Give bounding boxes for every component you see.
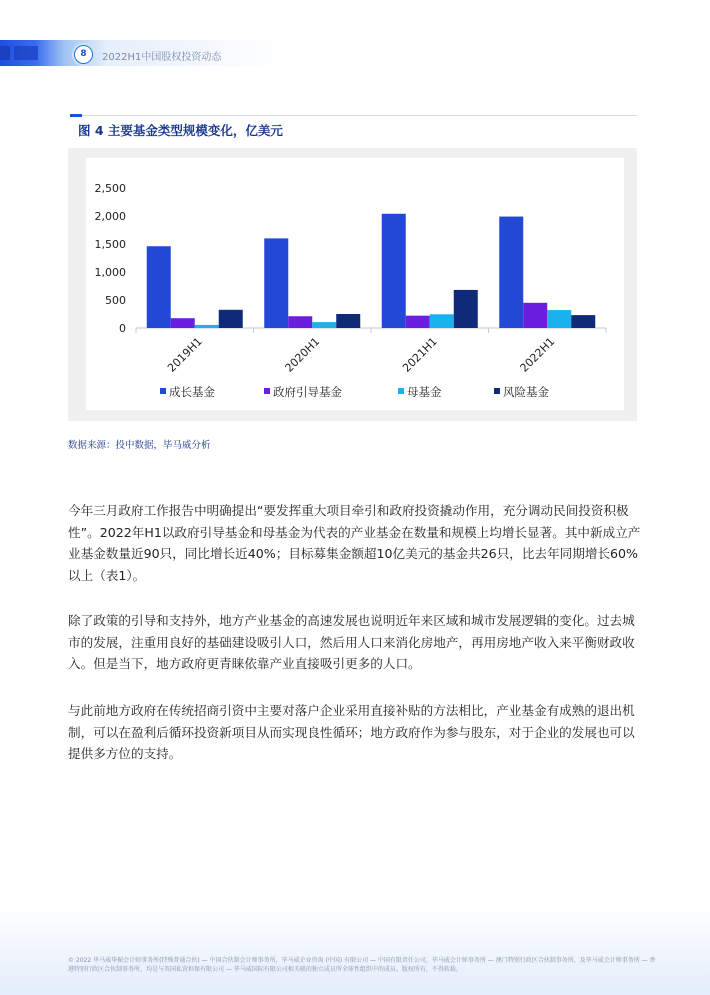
bar <box>195 325 219 328</box>
x-tick-label: 2020H1 <box>282 334 323 375</box>
bar <box>336 314 360 328</box>
bar <box>382 214 406 328</box>
legend-label: 成长基金 <box>169 385 215 399</box>
legend-label: 母基金 <box>407 385 442 399</box>
footer-copyright: © 2022 毕马威华振会计师事务所(特殊普通合伙) — 中国合伙制会计师事务所，毕马威企业咨询 (中国) 有限公司 — 中国有限责任公司，毕马威会计师事务所 — 澳门特别行政区合伙制事务所，及毕马威会计师事务所 — 香港特别行政区合伙制事务所，均是与英国私营担保有限公司 — 毕马威国际有限公司相关联的独立成员所全球性组织中的成员。版权所有，不得转载。 <box>68 957 656 973</box>
figure-source: 数据来源：投中数据，毕马威分析 <box>68 440 211 451</box>
bar <box>288 316 312 328</box>
legend-item <box>494 384 549 400</box>
bar <box>264 238 288 328</box>
footer-background <box>0 905 710 995</box>
page-number-badge: 8 <box>74 45 93 64</box>
header-accent-block <box>0 46 10 60</box>
legend-item <box>398 384 442 400</box>
y-tick-label: 0 <box>119 322 126 335</box>
report-title: 2022H1中国股权投资动态 <box>102 52 222 63</box>
y-tick-label: 2,000 <box>94 210 126 223</box>
x-tick-label: 2021H1 <box>400 334 440 375</box>
legend-swatch <box>398 388 404 394</box>
body-paragraph-1: 今年三月政府工作报告中明确提出“要发挥重大项目牵引和政府投资撬动作用，充分调动民间投资积极性”。2022年H1以政府引导基金和母基金为代表的产业基金在数量和规模上均增长显著。其中新成立产业基金数量近90只，同比增长近40%；目标募集金额超10亿美元的基金共26只，比去年同期增长60%以上（表1）。 <box>68 503 641 583</box>
legend-item <box>264 384 342 400</box>
y-tick-label: 2,500 <box>94 182 126 195</box>
y-tick-label: 500 <box>105 294 126 307</box>
legend-swatch <box>160 388 166 394</box>
figure-title: 图 4 主要基金类型规模变化，亿美元 <box>78 123 283 138</box>
x-tick-label: 2019H1 <box>165 334 205 375</box>
legend-label: 风险基金 <box>503 385 549 399</box>
bar <box>312 322 336 328</box>
y-tick-label: 1,000 <box>94 266 126 279</box>
chart-legend <box>86 384 624 402</box>
bar <box>454 290 478 328</box>
legend-label: 政府引导基金 <box>273 385 342 399</box>
bar <box>499 217 523 328</box>
legend-swatch <box>264 388 270 394</box>
bar <box>571 315 595 328</box>
x-tick-label: 2022H1 <box>517 334 558 375</box>
header-accent-block <box>14 46 38 60</box>
bar <box>147 246 171 328</box>
figure-divider-accent <box>70 114 82 117</box>
bar <box>430 314 454 328</box>
bar <box>171 318 195 328</box>
bar <box>523 303 547 328</box>
body-paragraph-2: 除了政策的引导和支持外，地方产业基金的高速发展也说明近年来区域和城市发展逻辑的变化。过去城市的发展，注重用良好的基础建设吸引人口，然后用人口来消化房地产，再用房地产收入来平衡财政收入。但是当下，地方政府更青睐依靠产业直接吸引更多的人口。 <box>68 613 635 671</box>
figure-divider <box>70 115 637 116</box>
bar <box>219 310 243 328</box>
legend-item <box>160 384 215 400</box>
y-tick-label: 1,500 <box>94 238 126 251</box>
bar-chart <box>86 158 624 382</box>
body-paragraph-3: 与此前地方政府在传统招商引资中主要对落户企业采用直接补贴的方法相比，产业基金有成熟的退出机制，可以在盈利后循环投资新项目从而实现良性循环；地方政府作为参与股东，对于企业的发展也可以提供多方位的支持。 <box>68 703 635 761</box>
bar <box>406 316 430 328</box>
legend-swatch <box>494 388 500 394</box>
bar <box>547 310 571 328</box>
